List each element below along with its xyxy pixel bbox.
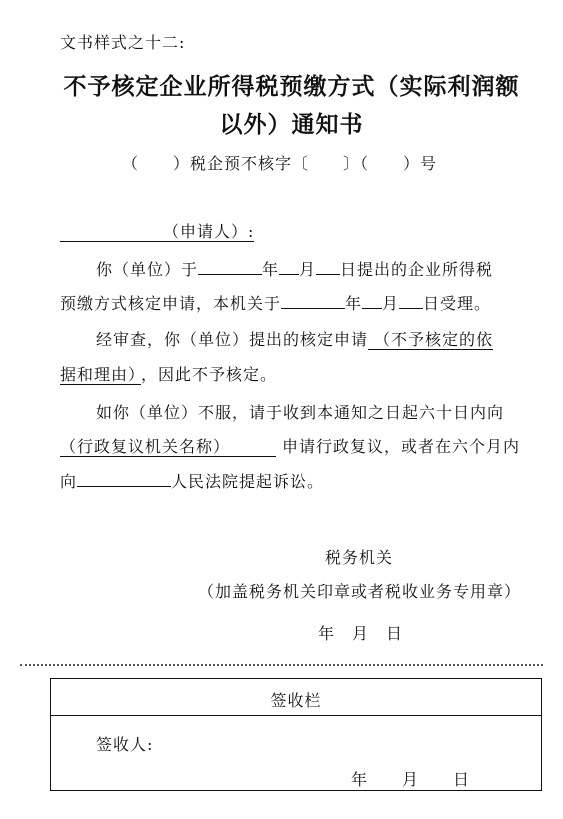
blank-court — [77, 472, 171, 487]
paragraph-1-line2 — [60, 291, 491, 314]
p1-month-2: 月 — [382, 294, 400, 313]
paragraph-2-line1 — [96, 327, 493, 350]
p2-reason-b: 据和理由） — [60, 365, 141, 385]
p3-text-b: 申请行政复议，或者在六个月内 — [282, 437, 521, 456]
p1-text-b: 预缴方式核定申请，本机关于 — [60, 294, 282, 313]
receipt-divider — [51, 715, 541, 716]
paragraph-1-line1 — [96, 257, 493, 280]
receipt-date: 年 月 日 — [351, 770, 471, 789]
document-number: （ ）税企预不核字〔 〕（ ）号 — [122, 154, 438, 173]
issue-date: 年 月 日 — [318, 624, 404, 643]
paragraph-3-line1: 如你（单位）不服，请于收到本通知之日起六十日内向 — [96, 403, 505, 422]
p1-year-2: 年 — [345, 294, 363, 313]
p1-year: 年 — [262, 260, 280, 279]
form-label: 文书样式之十二: — [60, 33, 186, 52]
blank-year — [198, 260, 262, 275]
blank-day-2 — [399, 294, 423, 309]
authority-label: 税务机关 — [325, 548, 394, 567]
paragraph-3-line2 — [60, 434, 520, 457]
p2-reason-a: （不予核定的依 — [368, 330, 493, 350]
paragraph-3-line3 — [60, 469, 324, 492]
blank-day — [316, 260, 340, 275]
p3-text-c: 向 — [60, 472, 78, 491]
p1-day: 日提出的企业所得税 — [340, 260, 494, 279]
document-title-line2: 以外）通知书 — [219, 112, 364, 138]
p1-month: 月 — [299, 260, 317, 279]
p3-review-org: （行政复议机关名称） — [60, 437, 276, 457]
blank-month-2 — [362, 294, 382, 309]
receipt-signer-label: 签收人: — [96, 735, 154, 754]
applicant-label: （申请人）: — [60, 222, 254, 242]
paragraph-2-line2 — [60, 362, 277, 385]
blank-year-2 — [281, 294, 345, 309]
p3-text-d: 人民法院提起诉讼。 — [171, 472, 325, 491]
seal-note: （加盖税务机关印章或者税收业务专用章） — [198, 582, 522, 601]
applicant-line — [60, 219, 254, 242]
receipt-header: 签收栏 — [270, 691, 322, 710]
document-title-line1: 不予核定企业所得税预缴方式（实际利润额 — [63, 74, 520, 100]
p2-text-a: 经审查，你（单位）提出的核定申请 — [96, 330, 369, 349]
blank-month — [279, 260, 299, 275]
p2-text-b: ，因此不予核定。 — [141, 365, 278, 384]
p1-accept: 日受理。 — [423, 294, 492, 313]
receipt-box — [50, 678, 542, 791]
p1-text-a: 你（单位）于 — [96, 260, 199, 279]
dotted-divider — [20, 664, 543, 666]
